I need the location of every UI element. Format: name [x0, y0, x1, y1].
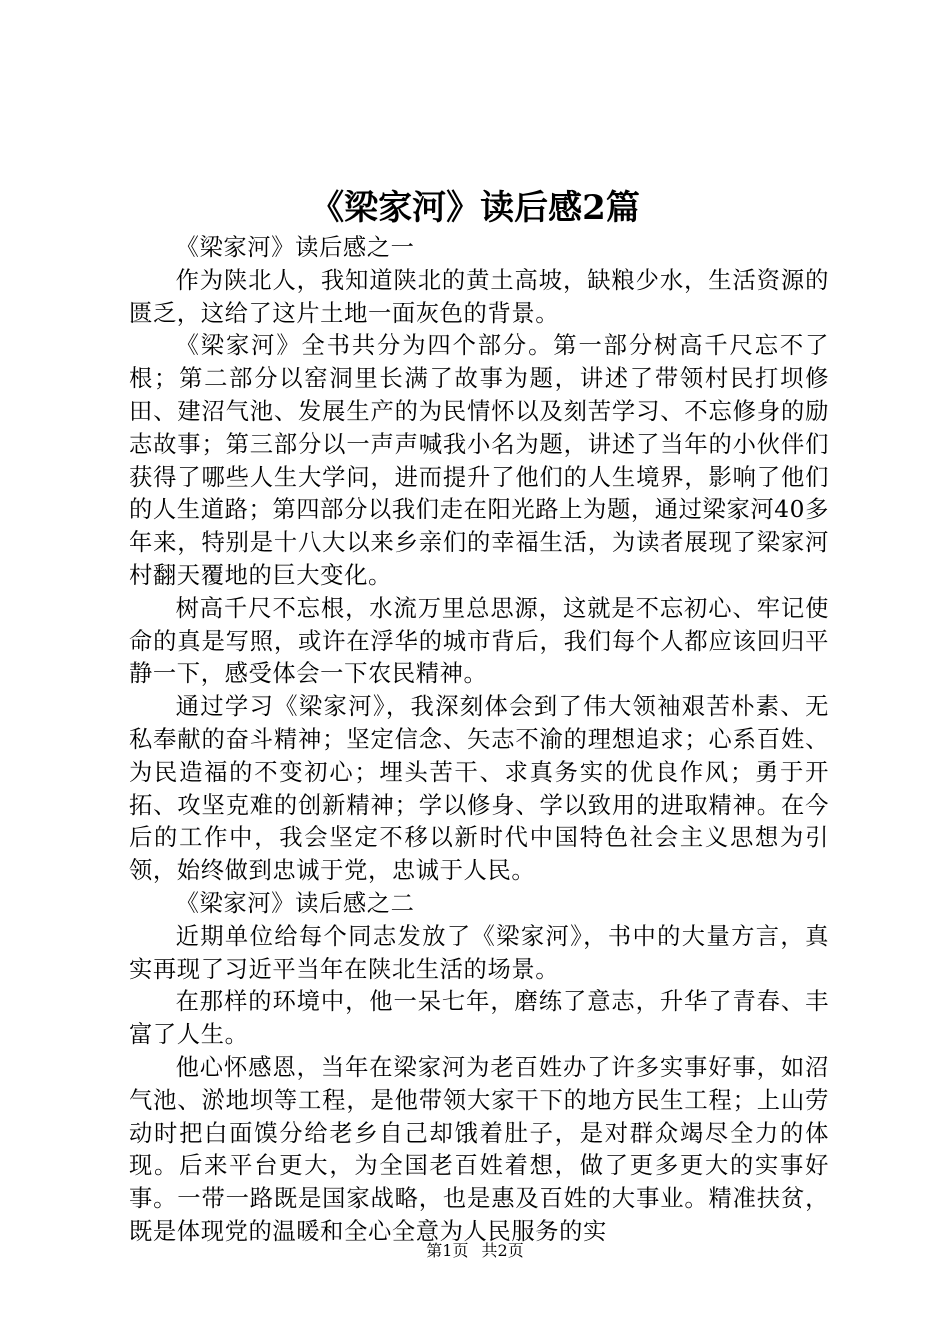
section-heading: 《梁家河》读后感之二	[175, 889, 415, 917]
page-total: 共2页	[481, 1241, 524, 1260]
page-footer	[0, 1240, 950, 1262]
paragraph: 树高千尺不忘根，水流万里总思源，这就是不忘初心、牢记使命的真是写照，或许在浮华的城市背后，我们每个人都应该回归平静一下，感受体会一下农民精神。	[129, 594, 829, 688]
section-heading: 《梁家河》读后感之一	[175, 234, 415, 261]
page-number: 第1页	[426, 1241, 469, 1260]
paragraph: 近期单位给每个同志发放了《梁家河》，书中的大量方言，真实再现了习近平当年在陕北生活的场景。	[129, 922, 829, 983]
paragraph: 通过学习《梁家河》，我深刻体会到了伟大领袖艰苦朴素、无私奉献的奋斗精神；坚定信念、矢志不渝的理想追求；心系百姓、为民造福的不变初心；埋头苦干、求真务实的优良作风；勇于开拓、攻坚克难的创新精神；学以修身、学以致用的进取精神。在今后的工作中，我会坚定不移以新时代中国特色社会主义思想为引领，始终做到忠诚于党，忠诚于人民。	[129, 693, 829, 885]
paragraph: 他心怀感恩，当年在梁家河为老百姓办了许多实事好事，如沼气池、淤地坝等工程，是他带领大家干下的地方民生工程；上山劳动时把白面馍分给老乡自己却饿着肚子，是对群众竭尽全力的体现。后来平台更大，为全国老百姓着想，做了更多更大的实事好事。一带一路既是国家战略，也是惠及百姓的大事业。精准扶贫，既是体现党的温暖和全心全意为人民服务的实	[129, 1053, 829, 1245]
paragraph: 在那样的环境中，他一呆七年，磨练了意志，升华了青春、丰富了人生。	[129, 988, 829, 1049]
paragraph: 作为陕北人，我知道陕北的黄土高坡，缺粮少水，生活资源的匮乏，这给了这片土地一面灰色的背景。	[129, 266, 829, 327]
paragraph: 《梁家河》全书共分为四个部分。第一部分树高千尺忘不了根；第二部分以窑洞里长满了故事为题，讲述了带领村民打坝修田、建沼气池、发展生产的为民情怀以及刻苦学习、不忘修身的励志故事；第三部分以一声声喊我小名为题，讲述了当年的小伙伴们获得了哪些人生大学问，进而提升了他们的人生境界，影响了他们的人生道路；第四部分以我们走在阳光路上为题，通过梁家河40多年来，特别是十八大以来乡亲们的幸福生活，为读者展现了梁家河村翻天覆地的巨大变化。	[129, 332, 829, 589]
document-title: 《梁家河》读后感2篇	[310, 188, 640, 228]
document-body	[129, 232, 829, 1249]
